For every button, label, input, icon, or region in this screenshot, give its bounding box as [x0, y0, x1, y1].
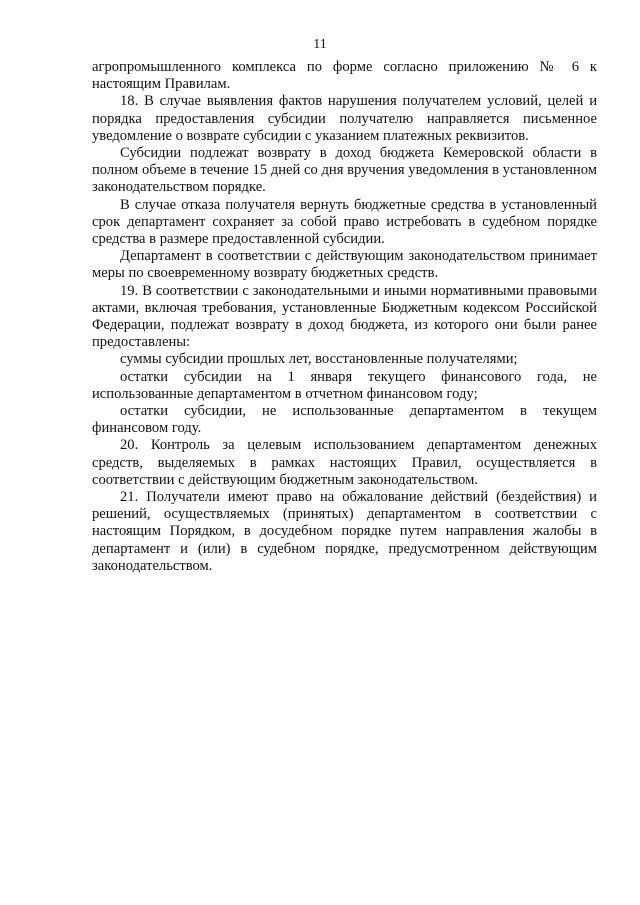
paragraph-item-21: 21. Получатели имеют право на обжалование действий (бездействия) и решений, осуществляемых (принятых) департаментом в соответствии с настоящим Порядком, в досудебном порядке путем направления жалобы в департамент и (или) в судебном порядке, предусмотренном действующим законодательством. — [92, 489, 597, 574]
list-item-past-years: суммы субсидии прошлых лет, восстановленные получателями; — [120, 351, 518, 368]
list-item-remainder-january: остатки субсидии на 1 января текущего финансового года, не использованные департаментом в отчетном финансовом году; — [92, 368, 597, 402]
paragraph-department-measures: Департамент в соответствии с действующим законодательством принимает меры по своевременному возврату бюджетных средств. — [92, 248, 597, 282]
paragraph-item-20: 20. Контроль за целевым использованием департаментом денежных средств, выделяемых в рамках настоящих Правил, осуществляется в соответствии с действующим бюджетным законодательством. — [92, 437, 597, 488]
paragraph-refusal: В случае отказа получателя вернуть бюджетные средства в установленный срок департамент сохраняет за собой право истребовать в судебном порядке средства в размере предоставленной субсидии. — [92, 196, 597, 248]
paragraph-item-18: 18. В случае выявления фактов нарушения получателем условий, целей и порядка предоставления субсидии получателю направляется письменное уведомление о возврате субсидии с указанием платежных реквизитов. — [92, 93, 597, 144]
paragraph-subsidy-return: Субсидии подлежат возврату в доход бюджета Кемеровской области в полном объеме в течение 15 дней со дня вручения уведомления в установленном законодательством порядке. — [92, 145, 597, 196]
document-body — [92, 59, 597, 575]
page-number: 11 — [313, 37, 327, 52]
list-item-remainder-current: остатки субсидии, не использованные департаментом в текущем финансовом году. — [92, 403, 597, 437]
paragraph-continuation: агропромышленного комплекса по форме согласно приложению № 6 к настоящим Правилам. — [92, 59, 597, 93]
paragraph-item-19: 19. В соответствии с законодательными и иными нормативными правовыми актами, включая требования, установленные Бюджетным кодексом Российской Федерации, подлежат возврату в доход бюджета, из которого они были ранее предоставлены: — [92, 282, 597, 351]
